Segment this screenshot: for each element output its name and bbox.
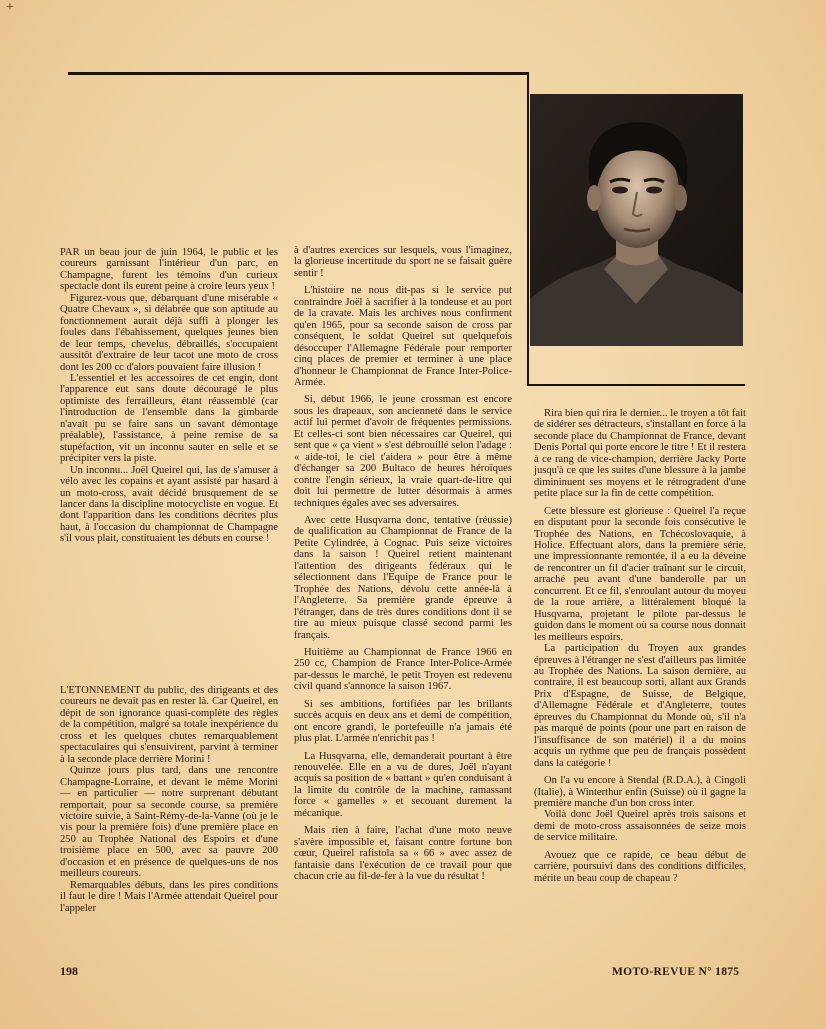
- paragraph: L'ETONNEMENT du public, des dirigeants et des coureurs ne devait pas en rester là. Car Queirel, en dépit de son ignorance quasi-complète des règles de la compétition, malgré sa totale inexpérience du cross et les quelques chutes remarquablement spectaculaires qui s'ensuivirent, parvint à terminer à la seconde place derrière Morini !: [60, 685, 278, 765]
- paragraph: Figurez-vous que, débarquant d'une misérable « Quatre Chevaux », si délabrée que son aptitude au fonctionnement aurait déjà suffi à plonger les foules dans l'ébahissement, quelques jeunes bien de leur temps, chevelus, débraillés, s'occupaient aussitôt d'extraire de leur tacot une moto de cross dont les 200 cc d'alors pouvaient faire illusion !: [60, 292, 278, 373]
- paragraph: PAR un beau jour de juin 1964, le public et les coureurs garnissant l'intérieur d'un parc, en Champagne, furent les témoins d'un curieux spectacle dont ils eurent peine à croire leurs yeux !: [60, 247, 278, 293]
- paragraph: Huitième au Championnat de France 1966 en 250 cc, Champion de France Inter-Police-Armée par-dessus le marché, le petit Troyen est redevenu civil quand s'annonce la saison 1967.: [294, 646, 512, 693]
- paragraph: Remarquables débuts, dans les pires conditions il faut le dire ! Mais l'Armée attendait Queirel pour l'appeler: [60, 879, 278, 914]
- column-1-bottom: [60, 685, 278, 914]
- paragraph: Si, début 1966, le jeune crossman est encore sous les drapeaux, son ancienneté dans le service actif lui permet d'avoir de fréquentes permissions. Et celles-ci sont bien nécessaires car Queirel, qui sent que « ça vient » s'est débrouillé selon l'adage : « aide-toi, le ciel t'aidera » pour être à même d'échanger sa 200 Bultaco de heures héroïques contre l'engin sérieux, la vraie quart-de-litre qui doit lui permettre de lutter désormais à armes techniques égales avec ses adversaires.: [294, 394, 512, 509]
- portrait-photo: [530, 94, 743, 346]
- paragraph: L'essentiel et les accessoires de cet engin, dont l'apparence eut sans doute découragé le plus optimiste des ferrailleurs, étant réassemblé (car l'introduction de l'ensemble dans la gimbarde n'avait pu se faire sans un savant démontage préalable), l'assistance, à peine remise de sa stupéfaction, vit un inconnu sauter en selle et se précipiter vers la piste.: [60, 372, 278, 465]
- paragraph: à d'autres exercices sur lesquels, vous l'imaginez, la glorieuse incertitude du sport ne se faisait guère sentir !: [294, 245, 512, 279]
- paragraph: Mais rien à faire, l'achat d'une moto neuve s'avère impossible et, faisant contre fortune bon cœur, Queirel rafistola sa « 66 » avec assez de fantaisie dans l'exécution de ce travail pour que chacun crie au fil-de-fer à la vue du résultat !: [294, 825, 512, 883]
- top-rule: [68, 72, 528, 75]
- paragraph: Avec cette Husqvarna donc, tentative (réussie) de qualification au Championnat de France de la Petite Cylindrée, à Cognac. Puis seize victoires dans la saison ! Queirel retient maintenant l'attention des dirigeants fédéraux qui le sélectionnent dans l'Equipe de France pour le Trophée des Nations, dévolu cette année-là à l'Angleterre. Sa première grande épreuve à l'étranger, dans de très dures conditions dont il se tire au mieux puisque classé second parmi les français.: [294, 514, 512, 641]
- paragraph: On l'a vu encore à Stendal (R.D.A.), à Cingoli (Italie), à Winterthur enfin (Suisse) où il gagne la première manche d'un bon cross inter.: [534, 775, 746, 809]
- portrait-image: [530, 94, 743, 346]
- paragraph: Avouez que ce rapide, ce beau début de carrière, poursuivi dans des conditions difficiles, mérite un beau coup de chapeau ?: [534, 849, 746, 884]
- column-3: [534, 408, 746, 884]
- column-2: [294, 245, 512, 883]
- paragraph: Quinze jours plus tard, dans une rencontre Champagne-Lorraine, et devant le même Morini — en particulier — notre surprenant débutant remportait, pour sa seconde course, sa première victoire suivie, à Saint-Rémy-de-la-Vanne (où je le vis pour la première fois) d'une première place en 250 au Trophée National des Espoirs et d'une troisième place en 500, avec sa pauvre 200 d'occasion et en présence de quelques-uns de nos meilleurs coureurs.: [60, 765, 278, 880]
- magazine-issue: MOTO-REVUE N° 1875: [612, 966, 740, 978]
- paragraph: La participation du Troyen aux grandes épreuves à l'étranger ne s'est d'ailleurs pas limitée au Trophée des Nations. La saison dernière, au contraire, il est beaucoup sorti, allant aux Grands Prix d'Espagne, de Suisse, de Belgique, d'Allemagne Fédérale et d'Angleterre, toutes épreuves du Championnat du Monde où, s'il n'a pas marqué de points (pour une part en raison de l'insuffisance de son matériel) il a du moins acquis un rythme que peu de français possèdent dans la catégorie !: [534, 643, 746, 769]
- photo-side-rule: [527, 72, 529, 386]
- photo-bottom-rule: [527, 384, 745, 386]
- paragraph: Si ses ambitions, fortifiées par les brillants succès acquis en deux ans et demi de compétition, ont encore grandi, le portefeuille n'a jamais été plus plat. L'armée n'enrichit pas !: [294, 698, 512, 745]
- page-number: 198: [60, 964, 78, 978]
- paragraph: Rira bien qui rira le dernier... le troyen a tôt fait de sidérer ses détracteurs, s'installant en force à la seconde place du Championnat de France, devant Denis Portal qui porte encore le titre ! Et il restera à ce rang de vice-champion, derrière Jacky Porte jusqu'à ce que les suites d'une blessure à la jambe dimininuent ses moyens et le rétrogradent d'une petite place sur la fin de cette compétition.: [534, 408, 746, 500]
- paragraph: L'histoire ne nous dit-pas si le service put contraindre Joël à sacrifier à la tondeuse et au port de la cravate. Mais les archives nous confirment qu'en 1965, pour sa seconde saison de cross par conséquent, le soldat Queirel sut quelquefois désoccuper l'Allemagne Fédérale pour remporter cinq places de premier et terminer à une place d'honneur le Championnat de France Inter-Police-Armée.: [294, 285, 512, 388]
- paragraph: La Husqvarna, elle, demanderait pourtant à être renouvelée. Elle en a vu de dures, Joël n'ayant acquis sa position de « battant » qu'en conduisant à la limite du contrôle de la machine, ramassant force « gamelles » et secouant durement la mécanique.: [294, 750, 512, 819]
- registration-mark: +: [6, 0, 14, 15]
- paragraph: Voilà donc Joël Queirel après trois saisons et demi de moto-cross assaisonnées de seize mois de service militaire.: [534, 809, 746, 844]
- paragraph: Un inconnu... Joël Queirel qui, las de s'amuser à vélo avec les copains et ayant assisté par hasard à un moto-cross, avait décidé brusquement de se lancer dans la discipline motocycliste en vogue. Et dont l'apparition dans les conditions décrites plus haut, à l'occasion du championnat de Champagne s'il vous plait, constituaient les débuts en course !: [60, 464, 278, 545]
- column-1-top: [60, 247, 278, 545]
- paragraph: Cette blessure est glorieuse : Queirel l'a reçue en disputant pour la seconde fois consécutive le Trophée des Nations, en Tchécoslovaquie, à Holice. Effectuant alors, dans la première série, une impressionnante remontée, il a eu la déveine de rencontrer un fil d'acier traînant sur le circuit, arraché peu avant d'une banderolle par un concurrent. Et ce fil, s'enroulant autour du moyeu de la roue arrière, a littéralement bloqué la Husqvarna, projetant le pilote par-dessus le guidon dans le moment où sa course nous donnait les meilleurs espoirs.: [534, 505, 746, 643]
